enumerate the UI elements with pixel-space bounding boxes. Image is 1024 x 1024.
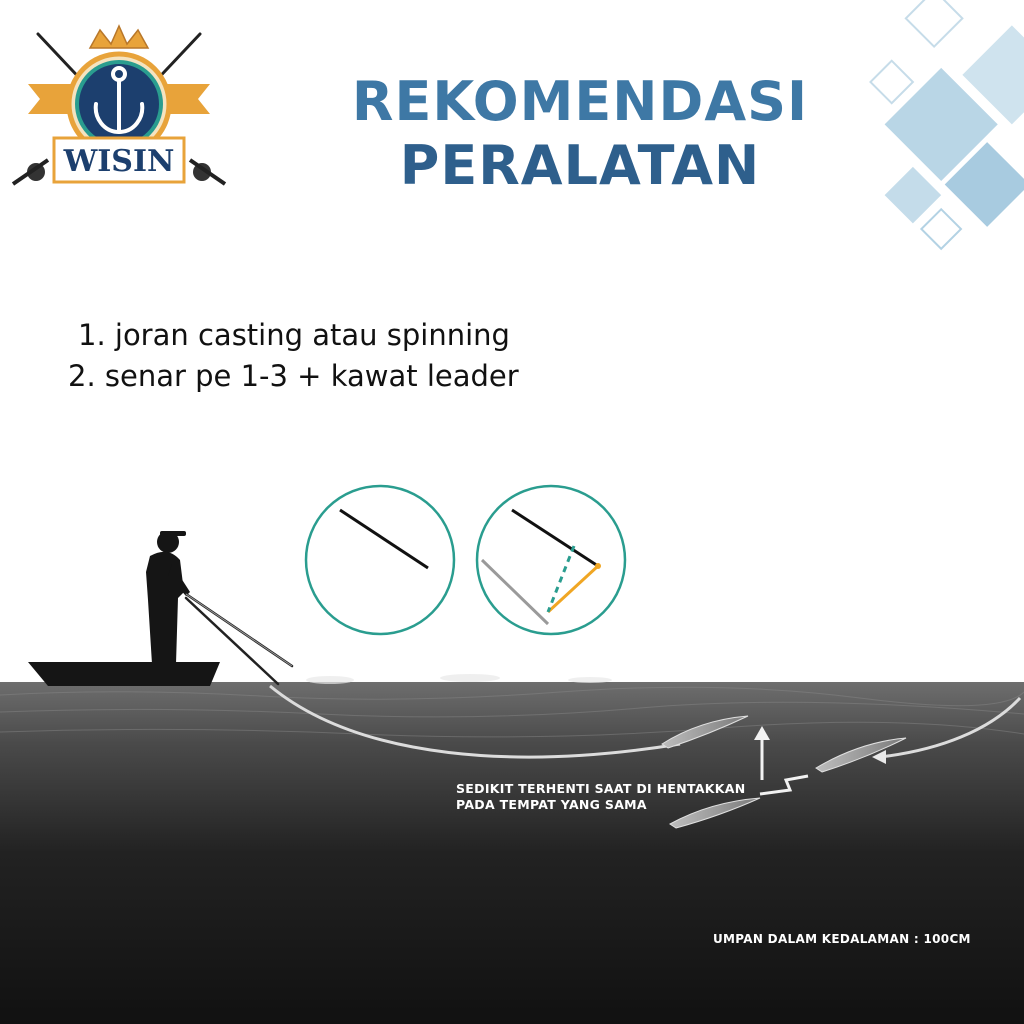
crown-icon <box>90 26 148 48</box>
rod-tip-diagram-2 <box>477 486 625 634</box>
illustration-caption-line1: SEDIKIT TERHENTI SAAT DI HENTAKKAN <box>456 781 746 796</box>
list-item: 1. joran casting atau spinning <box>78 318 510 352</box>
list-item: 2. senar pe 1-3 + kawat leader <box>68 359 519 393</box>
boat <box>28 662 220 686</box>
water-surface <box>0 682 1024 1024</box>
illustration-caption-line2: PADA TEMPAT YANG SAMA <box>456 797 647 812</box>
brand-name: WISIN <box>63 144 175 179</box>
rod-tip-diagram-1 <box>306 486 454 634</box>
equipment-list <box>68 315 519 397</box>
angler-silhouette <box>146 531 190 664</box>
page-title-line1: REKOMENDASI <box>351 70 809 133</box>
depth-note: UMPAN DALAM KEDALAMAN : 100CM <box>713 932 971 946</box>
page-title-line2: PERALATAN <box>399 134 761 197</box>
wisin-logo <box>8 22 230 194</box>
